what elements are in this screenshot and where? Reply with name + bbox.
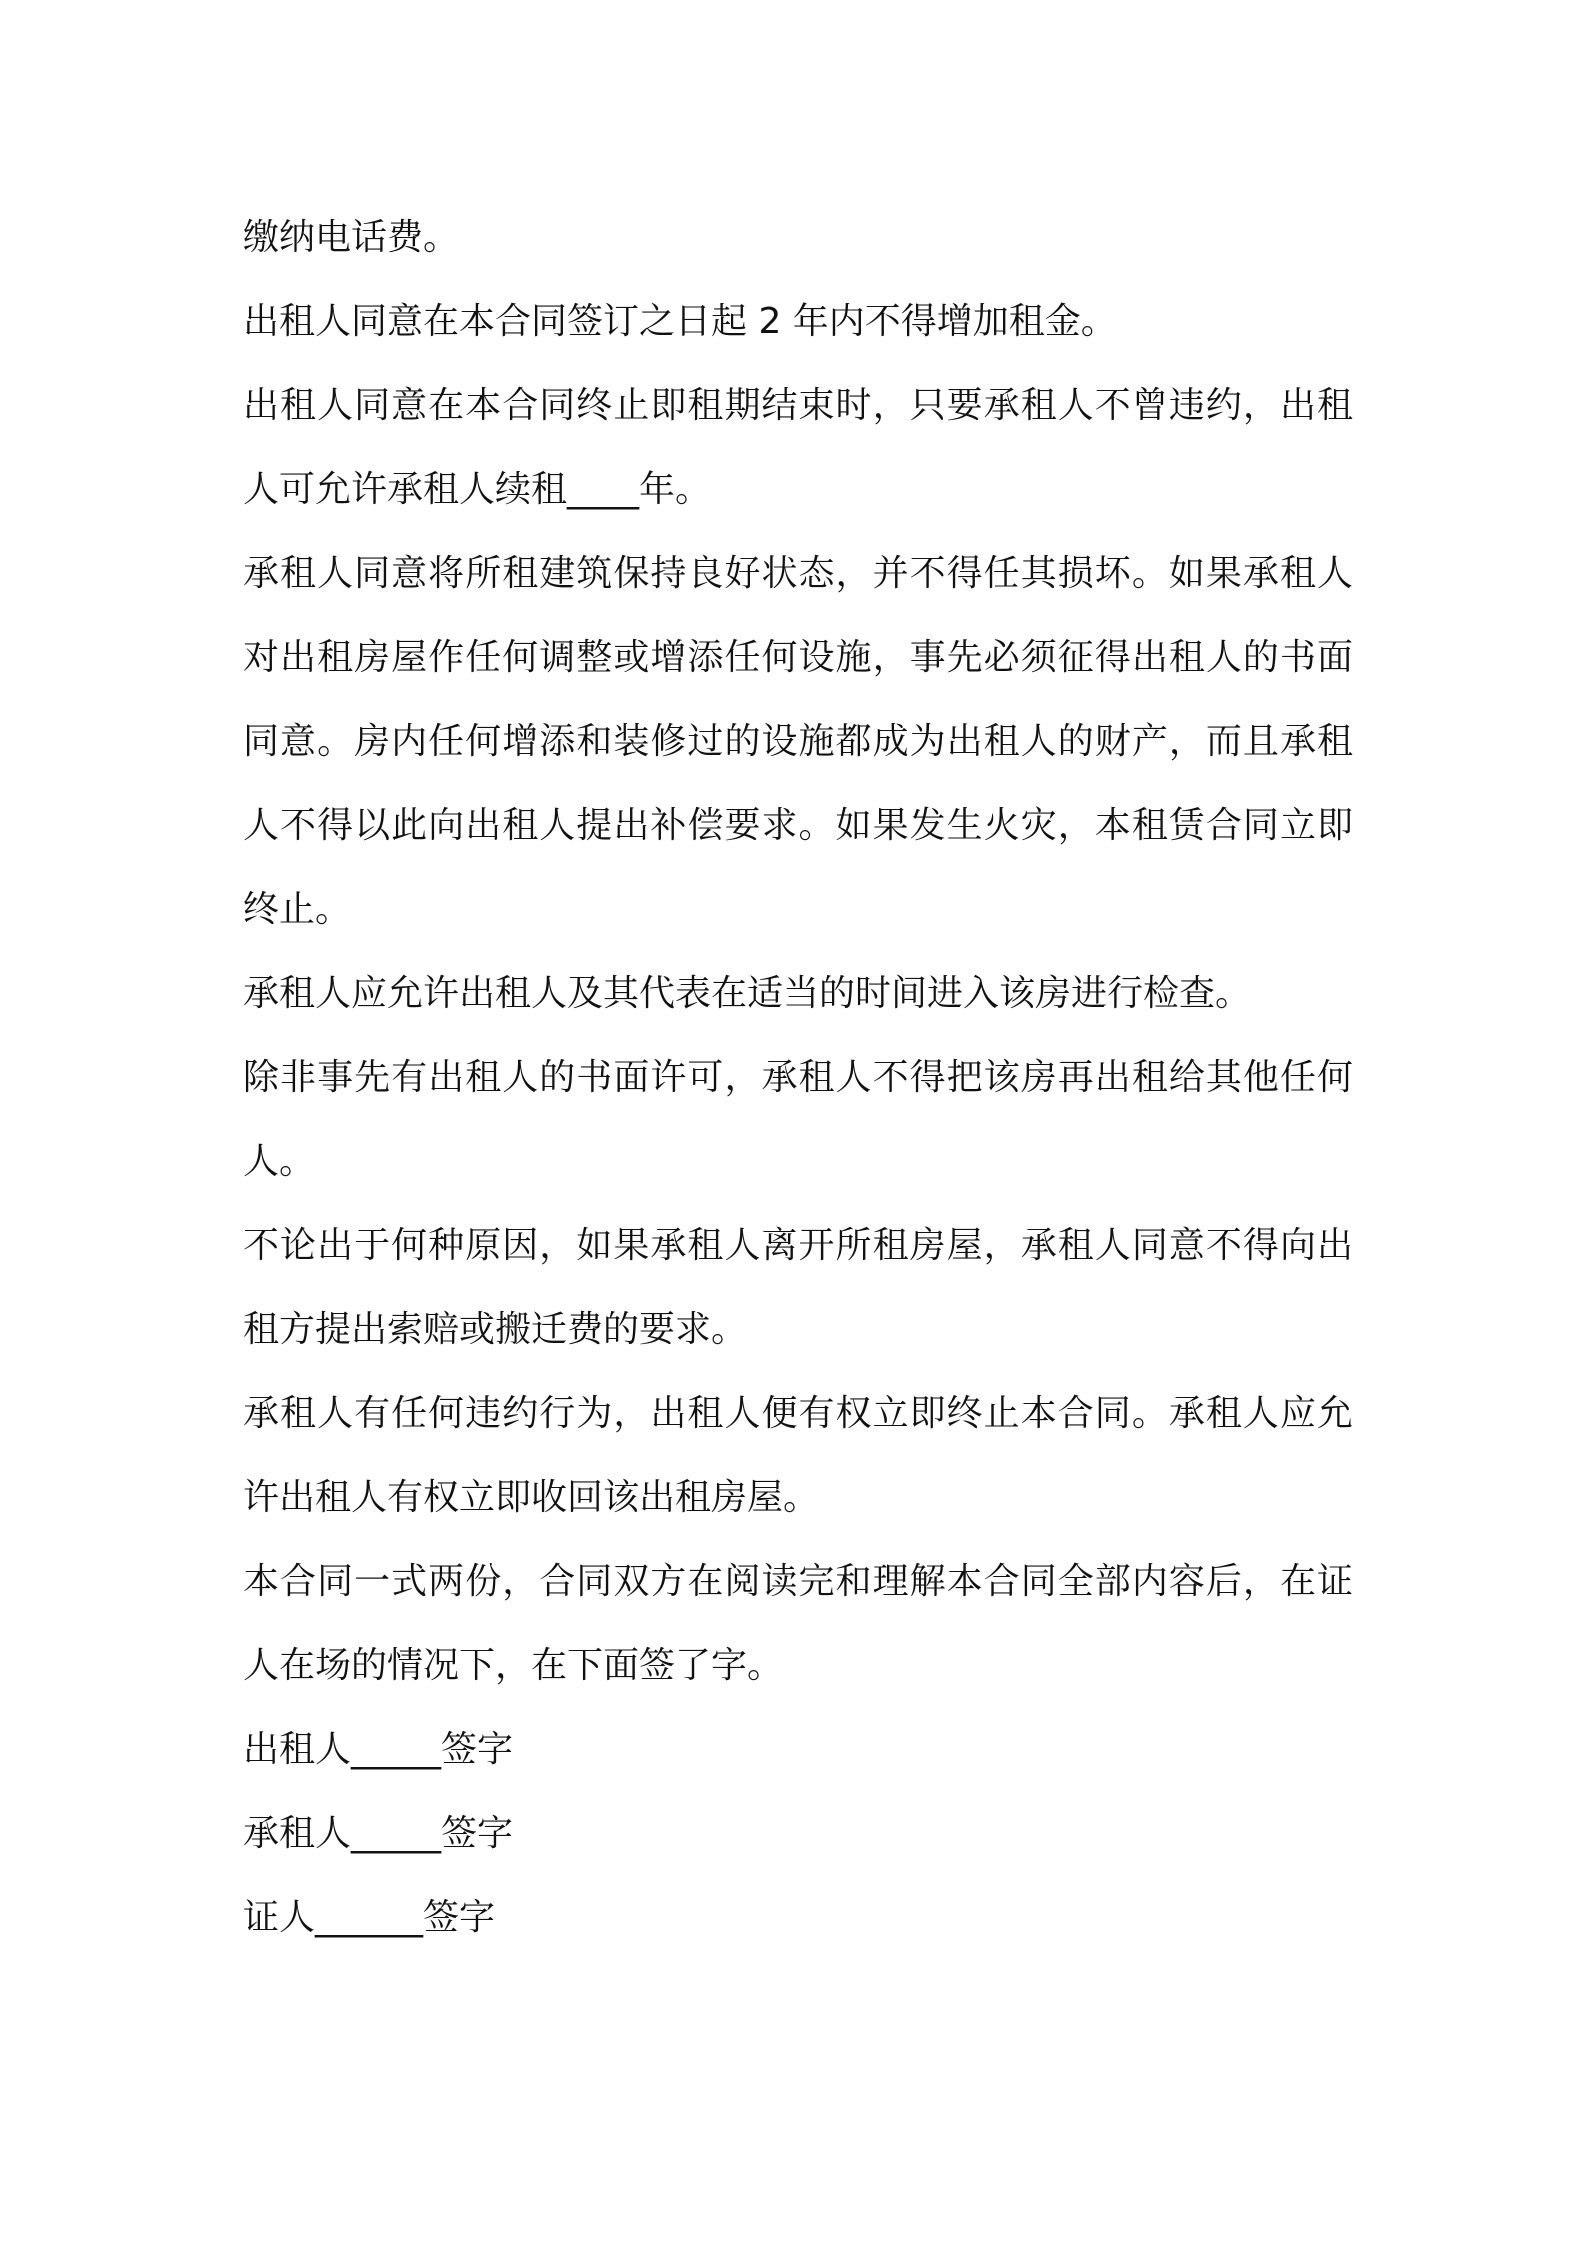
signature-lessor: 出租人_____签字 — [243, 1729, 514, 1770]
signature-lessee: 承租人_____签字 — [243, 1813, 514, 1854]
paragraph-renewal: 出租人同意在本合同终止即租期结束时，只要承租人不曾违约，出租人可允许承租人续租____年。 — [243, 385, 1353, 510]
paragraph-copies: 本合同一式两份，合同双方在阅读完和理解本合同全部内容后，在证人在场的情况下，在下面签了字。 — [243, 1561, 1353, 1686]
paragraph-rent-freeze: 出租人同意在本合同签订之日起 2 年内不得增加租金。 — [243, 301, 1117, 342]
paragraph-no-claims: 不论出于何种原因，如果承租人离开所租房屋，承租人同意不得向出租方提出索赔或搬迁费的要求。 — [243, 1225, 1353, 1350]
signature-witness: 证人______签字 — [243, 1897, 496, 1938]
paragraph-maintenance: 承租人同意将所租建筑保持良好状态，并不得任其损坏。如果承租人对出租房屋作任何调整或增添任何设施，事先必须征得出租人的书面同意。房内任何增添和装修过的设施都成为出租人的财产，而且承租人不得以此向出租人提出补偿要求。如果发生火灾，本租赁合同立即终止。 — [243, 553, 1353, 930]
paragraph-breach: 承租人有任何违约行为，出租人便有权立即终止本合同。承租人应允许出租人有权立即收回该出租房屋。 — [243, 1393, 1353, 1518]
paragraph-sublet: 除非事先有出租人的书面许可，承租人不得把该房再出租给其他任何人。 — [243, 1057, 1353, 1182]
paragraph-inspection: 承租人应允许出租人及其代表在适当的时间进入该房进行检查。 — [243, 973, 1252, 1014]
document-body — [243, 196, 1353, 1960]
paragraph-telephone-fee: 缴纳电话费。 — [243, 217, 460, 258]
